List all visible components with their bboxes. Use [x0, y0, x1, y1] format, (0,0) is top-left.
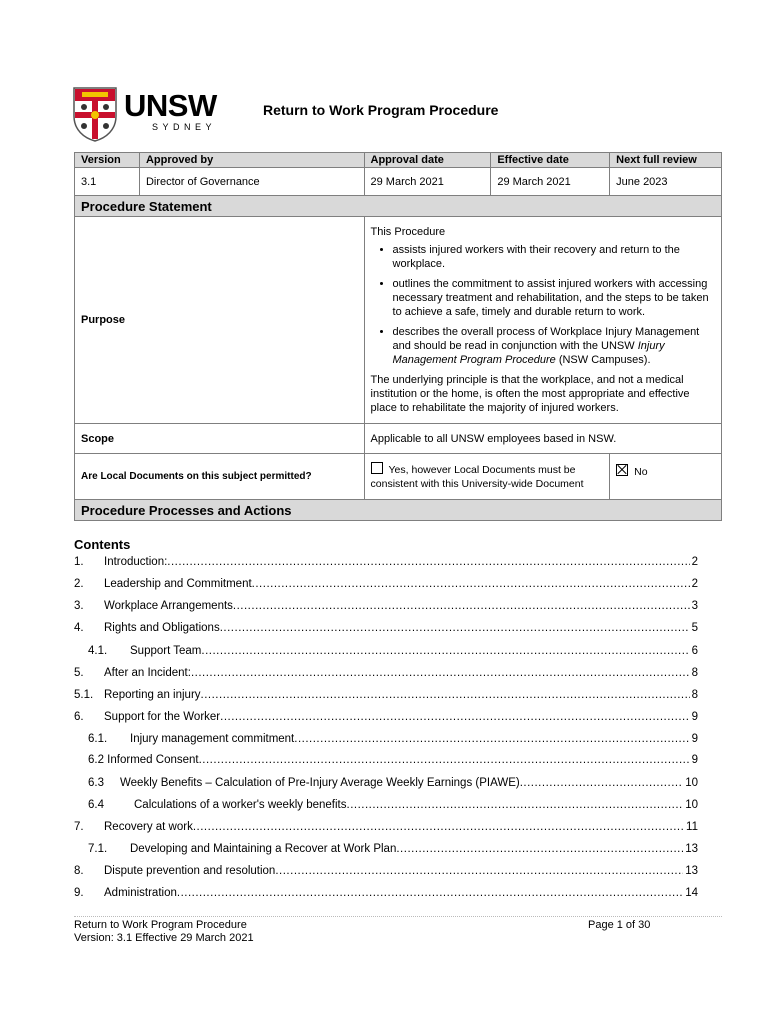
yes-label: Yes, however Local Documents must be consistent with this University-wide Document [370, 464, 584, 490]
col-approved-by: Approved by [139, 153, 364, 168]
footer-version: Version: 3.1 Effective 29 March 2021 [74, 932, 254, 944]
purpose-principle: The underlying principle is that the workplace, and not a medical institution or the home, is often the most appropriate and effective place to rehabilitate the majority of injured workers. [370, 374, 690, 414]
procedure-statement-heading: Procedure Statement [75, 196, 722, 217]
toc-leader-dots [220, 622, 690, 634]
toc-entry-number: 7. [74, 821, 84, 833]
toc-entry[interactable] [74, 600, 698, 616]
toc-entry-number: 1. [74, 556, 84, 568]
toc-entry-page: 10 [685, 777, 698, 789]
approval-date-value: 29 March 2021 [364, 168, 491, 196]
purpose-intro: This Procedure [370, 226, 446, 238]
toc-entry-page: 8 [691, 689, 698, 701]
scope-row [75, 424, 722, 454]
toc-entry-title: Injury management commitment [130, 733, 295, 745]
toc-entry[interactable] [74, 645, 698, 661]
toc-entry-page: 9 [691, 711, 698, 723]
toc-leader-dots [201, 645, 689, 657]
toc-entry[interactable] [74, 843, 698, 859]
purpose-bullet: • assists injured workers with their recovery and return to the workplace. [393, 243, 715, 271]
local-docs-label: Are Local Documents on this subject permitted? [75, 454, 365, 500]
toc-leader-dots [396, 843, 683, 855]
toc-leader-dots [167, 556, 689, 568]
toc-entry-title: Workplace Arrangements [104, 600, 233, 612]
toc-leader-dots [191, 667, 690, 679]
toc-entry-page: 2 [691, 578, 698, 590]
toc-entry-number: 8. [74, 865, 84, 877]
local-docs-yes [364, 454, 610, 500]
effective-date-value: 29 March 2021 [491, 168, 610, 196]
toc-entry-page: 10 [685, 799, 698, 811]
toc-entry-page: 9 [691, 754, 698, 766]
toc-entry-title: Leadership and Commitment [104, 578, 252, 590]
toc-leader-dots [252, 578, 690, 590]
toc-entry[interactable] [74, 622, 698, 638]
procedure-statement-heading-row [75, 196, 722, 217]
toc-entry-number: 6.3 [88, 777, 104, 789]
toc-entry-number: 6.1. [88, 733, 108, 745]
toc-entry-number: 5. [74, 667, 84, 679]
purpose-row [75, 217, 722, 424]
toc-leader-dots [520, 777, 684, 789]
toc-entry[interactable] [74, 821, 698, 837]
next-review-value: June 2023 [610, 168, 722, 196]
purpose-bullet [393, 325, 715, 367]
table-values-row [75, 168, 722, 196]
toc-entry[interactable] [74, 887, 698, 903]
toc-entry-title: Calculations of a worker's weekly benefits [134, 799, 347, 811]
toc-entry-number: 2. [74, 578, 84, 590]
document-title: Return to Work Program Procedure [263, 102, 499, 118]
toc-entry-title: Administration [104, 887, 177, 899]
toc-entry-number: 3. [74, 600, 84, 612]
local-docs-no [610, 454, 722, 500]
footer-divider [74, 916, 722, 917]
toc-entry-page: 3 [691, 600, 698, 612]
toc-entry[interactable] [74, 711, 698, 727]
toc-entry-page: 5 [691, 622, 698, 634]
bullet-text: describes the overall process of Workplace Injury Management and should be read in conjunction with the UNSW [392, 326, 700, 352]
toc-entry[interactable] [74, 777, 698, 793]
purpose-bullets [371, 243, 715, 367]
logo-wordmark: UNSW [124, 88, 217, 123]
toc-entry-page: 8 [691, 667, 698, 679]
toc-entry-title: Weekly Benefits – Calculation of Pre-Injury Average Weekly Earnings (PIAWE) [120, 777, 520, 789]
toc-entry-number: 7.1. [88, 843, 108, 855]
purpose-content [364, 217, 721, 424]
toc-entry[interactable] [74, 556, 698, 572]
toc-entry-title: Developing and Maintaining a Recover at Work Plan [130, 843, 397, 855]
toc-leader-dots [275, 865, 683, 877]
toc-entry-page: 11 [686, 821, 698, 833]
col-effective-date: Effective date [491, 153, 610, 168]
toc-entry[interactable] [74, 667, 698, 683]
toc-leader-dots [347, 799, 684, 811]
procedure-table [74, 152, 722, 521]
toc-entry[interactable] [74, 733, 698, 749]
yes-checkbox[interactable] [371, 462, 383, 474]
scope-label: Scope [75, 424, 365, 454]
footer-page-number: Page 1 of 30 [588, 919, 651, 931]
toc-leader-dots [294, 733, 689, 745]
bullet-text-end: (NSW Campuses). [555, 354, 651, 366]
toc-leader-dots [220, 711, 689, 723]
table-header-row [75, 153, 722, 168]
toc-entry-number: 4.1. [88, 645, 108, 657]
footer-doc-name: Return to Work Program Procedure [74, 919, 247, 931]
toc-entry-page: 2 [691, 556, 698, 568]
contents-title: Contents [74, 537, 131, 552]
col-next-review: Next full review [610, 153, 722, 168]
col-version: Version [75, 153, 140, 168]
purpose-bullet: • outlines the commitment to assist injured workers with accessing necessary treatment and rehabilitation, and the steps to be taken to achieve a safe, timely and durable return to work. [393, 277, 715, 319]
toc-entry-page: 13 [685, 865, 698, 877]
toc-leader-dots [233, 600, 690, 612]
toc-entry[interactable] [74, 799, 698, 815]
processes-heading-row [75, 500, 722, 521]
toc-leader-dots [177, 887, 683, 899]
toc-leader-dots [193, 821, 684, 833]
toc-entry-page: 9 [691, 733, 698, 745]
toc-entry[interactable] [74, 689, 698, 705]
toc-leader-dots [201, 689, 690, 701]
bullet-italic-reference: Injury Management Program Procedure [392, 340, 665, 366]
toc-entry-title: Dispute prevention and resolution [104, 865, 276, 877]
purpose-label: Purpose [75, 217, 365, 424]
toc-entry[interactable] [74, 865, 698, 881]
toc-entry-number: 5.1. [74, 689, 94, 701]
unsw-logo [72, 86, 232, 142]
toc-entry-title: 6.2 Informed Consent [88, 754, 199, 766]
toc-entry-number: 4. [74, 622, 84, 634]
toc-entry-number: 6.4 [88, 799, 104, 811]
toc-entry-number: 6. [74, 711, 84, 723]
toc-entry-title: Recovery at work [104, 821, 193, 833]
no-checkbox-checked[interactable] [616, 464, 628, 476]
approved-by-value: Director of Governance [139, 168, 364, 196]
crest-icon [72, 86, 118, 142]
logo-subtitle: SYDNEY [152, 122, 217, 132]
toc-entry-title: Introduction: [104, 556, 168, 568]
toc-entry-page: 6 [691, 645, 698, 657]
toc-leader-dots [199, 754, 690, 766]
toc-entry[interactable] [74, 578, 698, 594]
col-approval-date: Approval date [364, 153, 491, 168]
toc-entry-title: Support Team [130, 645, 202, 657]
processes-heading: Procedure Processes and Actions [75, 500, 722, 521]
toc-entry[interactable] [74, 754, 698, 770]
scope-text: Applicable to all UNSW employees based in NSW. [364, 424, 721, 454]
local-docs-row [75, 454, 722, 500]
toc-entry-page: 13 [685, 843, 698, 855]
toc-entry-title: Support for the Worker [104, 711, 221, 723]
toc-entry-title: Reporting an injury [104, 689, 201, 701]
toc-entry-title: Rights and Obligations [104, 622, 220, 634]
toc-entry-number: 9. [74, 887, 84, 899]
toc-entry-title: After an Incident: [104, 667, 191, 679]
toc-entry-page: 14 [685, 887, 698, 899]
no-label: No [634, 466, 648, 478]
version-value: 3.1 [75, 168, 140, 196]
